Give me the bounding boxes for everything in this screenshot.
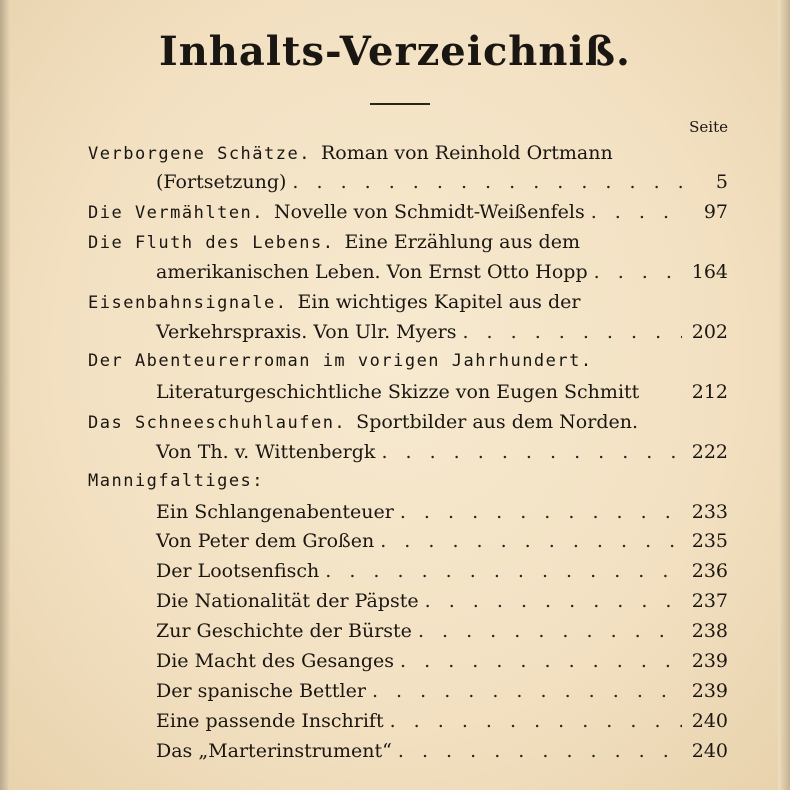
- entry-page: 236: [691, 560, 728, 582]
- toc-entry: [156, 501, 728, 529]
- entry-text: Von Peter dem Großen: [156, 530, 375, 552]
- leader-dots: [425, 590, 682, 612]
- entry-text: Zur Geschichte der Bürste: [156, 620, 412, 642]
- entry-text: Von Th. v. Wittenbergk: [156, 441, 376, 463]
- page-title: Inhalts-Verzeichniß.: [159, 28, 631, 75]
- entry-text: Ein Schlangenabenteuer: [156, 501, 394, 523]
- entry-page: 222: [691, 441, 728, 463]
- page-column-header: Seite: [689, 118, 728, 136]
- entry-page: 240: [691, 740, 728, 762]
- toc-entry: [88, 231, 728, 259]
- leader-dots: [390, 710, 682, 732]
- entry-heading: Die Vermählten.: [88, 203, 265, 223]
- toc-entry: [88, 291, 728, 319]
- entry-text: Das „Marterinstrument“: [156, 740, 392, 762]
- leader-dots: [292, 171, 682, 193]
- entry-text: Novelle von Schmidt-Weißenfels: [274, 201, 585, 223]
- leader-dots: [594, 261, 682, 283]
- leader-dots: [372, 680, 682, 702]
- entry-page: 239: [691, 680, 728, 702]
- entry-page: 239: [691, 650, 728, 672]
- entry-page: 97: [703, 201, 728, 223]
- entry-page: 237: [691, 590, 728, 612]
- entry-text: amerikanischen Leben. Von Ernst Otto Hopp: [156, 261, 588, 283]
- entry-heading: Eisenbahnsignale.: [88, 293, 288, 313]
- leader-dots: [462, 321, 682, 343]
- entry-heading: Der Abenteurerroman im vorigen Jahrhundert.: [88, 351, 593, 371]
- entry-heading: Verborgene Schätze.: [88, 144, 311, 164]
- entry-text: Die Macht des Gesanges: [156, 650, 395, 672]
- entry-page: 235: [691, 530, 728, 552]
- entry-text: Der Lootsenfisch: [156, 560, 320, 582]
- entry-page: 164: [691, 261, 728, 283]
- toc-entry: [156, 171, 728, 199]
- toc-entry: [156, 381, 728, 409]
- entry-page: 240: [691, 710, 728, 732]
- toc-entry: [156, 620, 728, 648]
- entry-text: Verkehrspraxis. Von Ulr. Myers: [156, 321, 457, 343]
- leader-dots: [380, 530, 682, 552]
- entry-page: 212: [691, 381, 728, 403]
- scan-edge-right: [778, 0, 790, 790]
- entry-text: (Fortsetzung): [156, 171, 287, 193]
- entry-text: Eine Erzählung aus dem: [344, 231, 580, 253]
- entry-heading: Mannigfaltiges:: [88, 471, 265, 491]
- leader-dots: [381, 441, 682, 463]
- toc-entry: [156, 321, 728, 349]
- toc-entry: [88, 411, 728, 439]
- title-rule: [370, 103, 430, 105]
- entry-text: Roman von Reinhold Ortmann: [320, 142, 613, 164]
- entry-heading: Die Fluth des Lebens.: [88, 233, 335, 253]
- toc-entry: [88, 471, 728, 499]
- toc-entry: [88, 201, 728, 229]
- toc-entry: [156, 650, 728, 678]
- toc-entry: [156, 740, 728, 768]
- entry-text: Die Nationalität der Päpste: [156, 590, 419, 612]
- scan-edge-left: [0, 0, 10, 790]
- toc-entry: [156, 710, 728, 738]
- entry-heading: Das Schneeschuhlaufen.: [88, 413, 347, 433]
- leader-dots: [418, 620, 682, 642]
- leader-dots: [400, 650, 682, 672]
- entry-text: Ein wichtiges Kapitel aus der: [297, 291, 581, 313]
- leader-dots: [398, 740, 682, 762]
- leader-dots: [591, 201, 682, 223]
- entry-page: 202: [691, 321, 728, 343]
- entry-page: 5: [715, 171, 728, 193]
- toc-entry: [88, 142, 728, 170]
- toc-entry: [156, 261, 728, 289]
- entry-page: 233: [691, 501, 728, 523]
- entry-page: 238: [691, 620, 728, 642]
- toc-entry: [156, 441, 728, 469]
- toc-entry: [88, 351, 728, 379]
- leader-dots: [400, 501, 682, 523]
- entry-text: Literaturgeschichtliche Skizze von Eugen Schmitt: [156, 381, 640, 403]
- toc-entry: [156, 530, 728, 558]
- leader-dots: [325, 560, 682, 582]
- entry-text: Der spanische Bettler: [156, 680, 366, 702]
- toc-entry: [156, 680, 728, 708]
- toc-entry: [156, 560, 728, 588]
- toc-entry: [156, 590, 728, 618]
- entry-text: Sportbilder aus dem Norden.: [356, 411, 638, 433]
- entry-text: Eine passende Inschrift: [156, 710, 384, 732]
